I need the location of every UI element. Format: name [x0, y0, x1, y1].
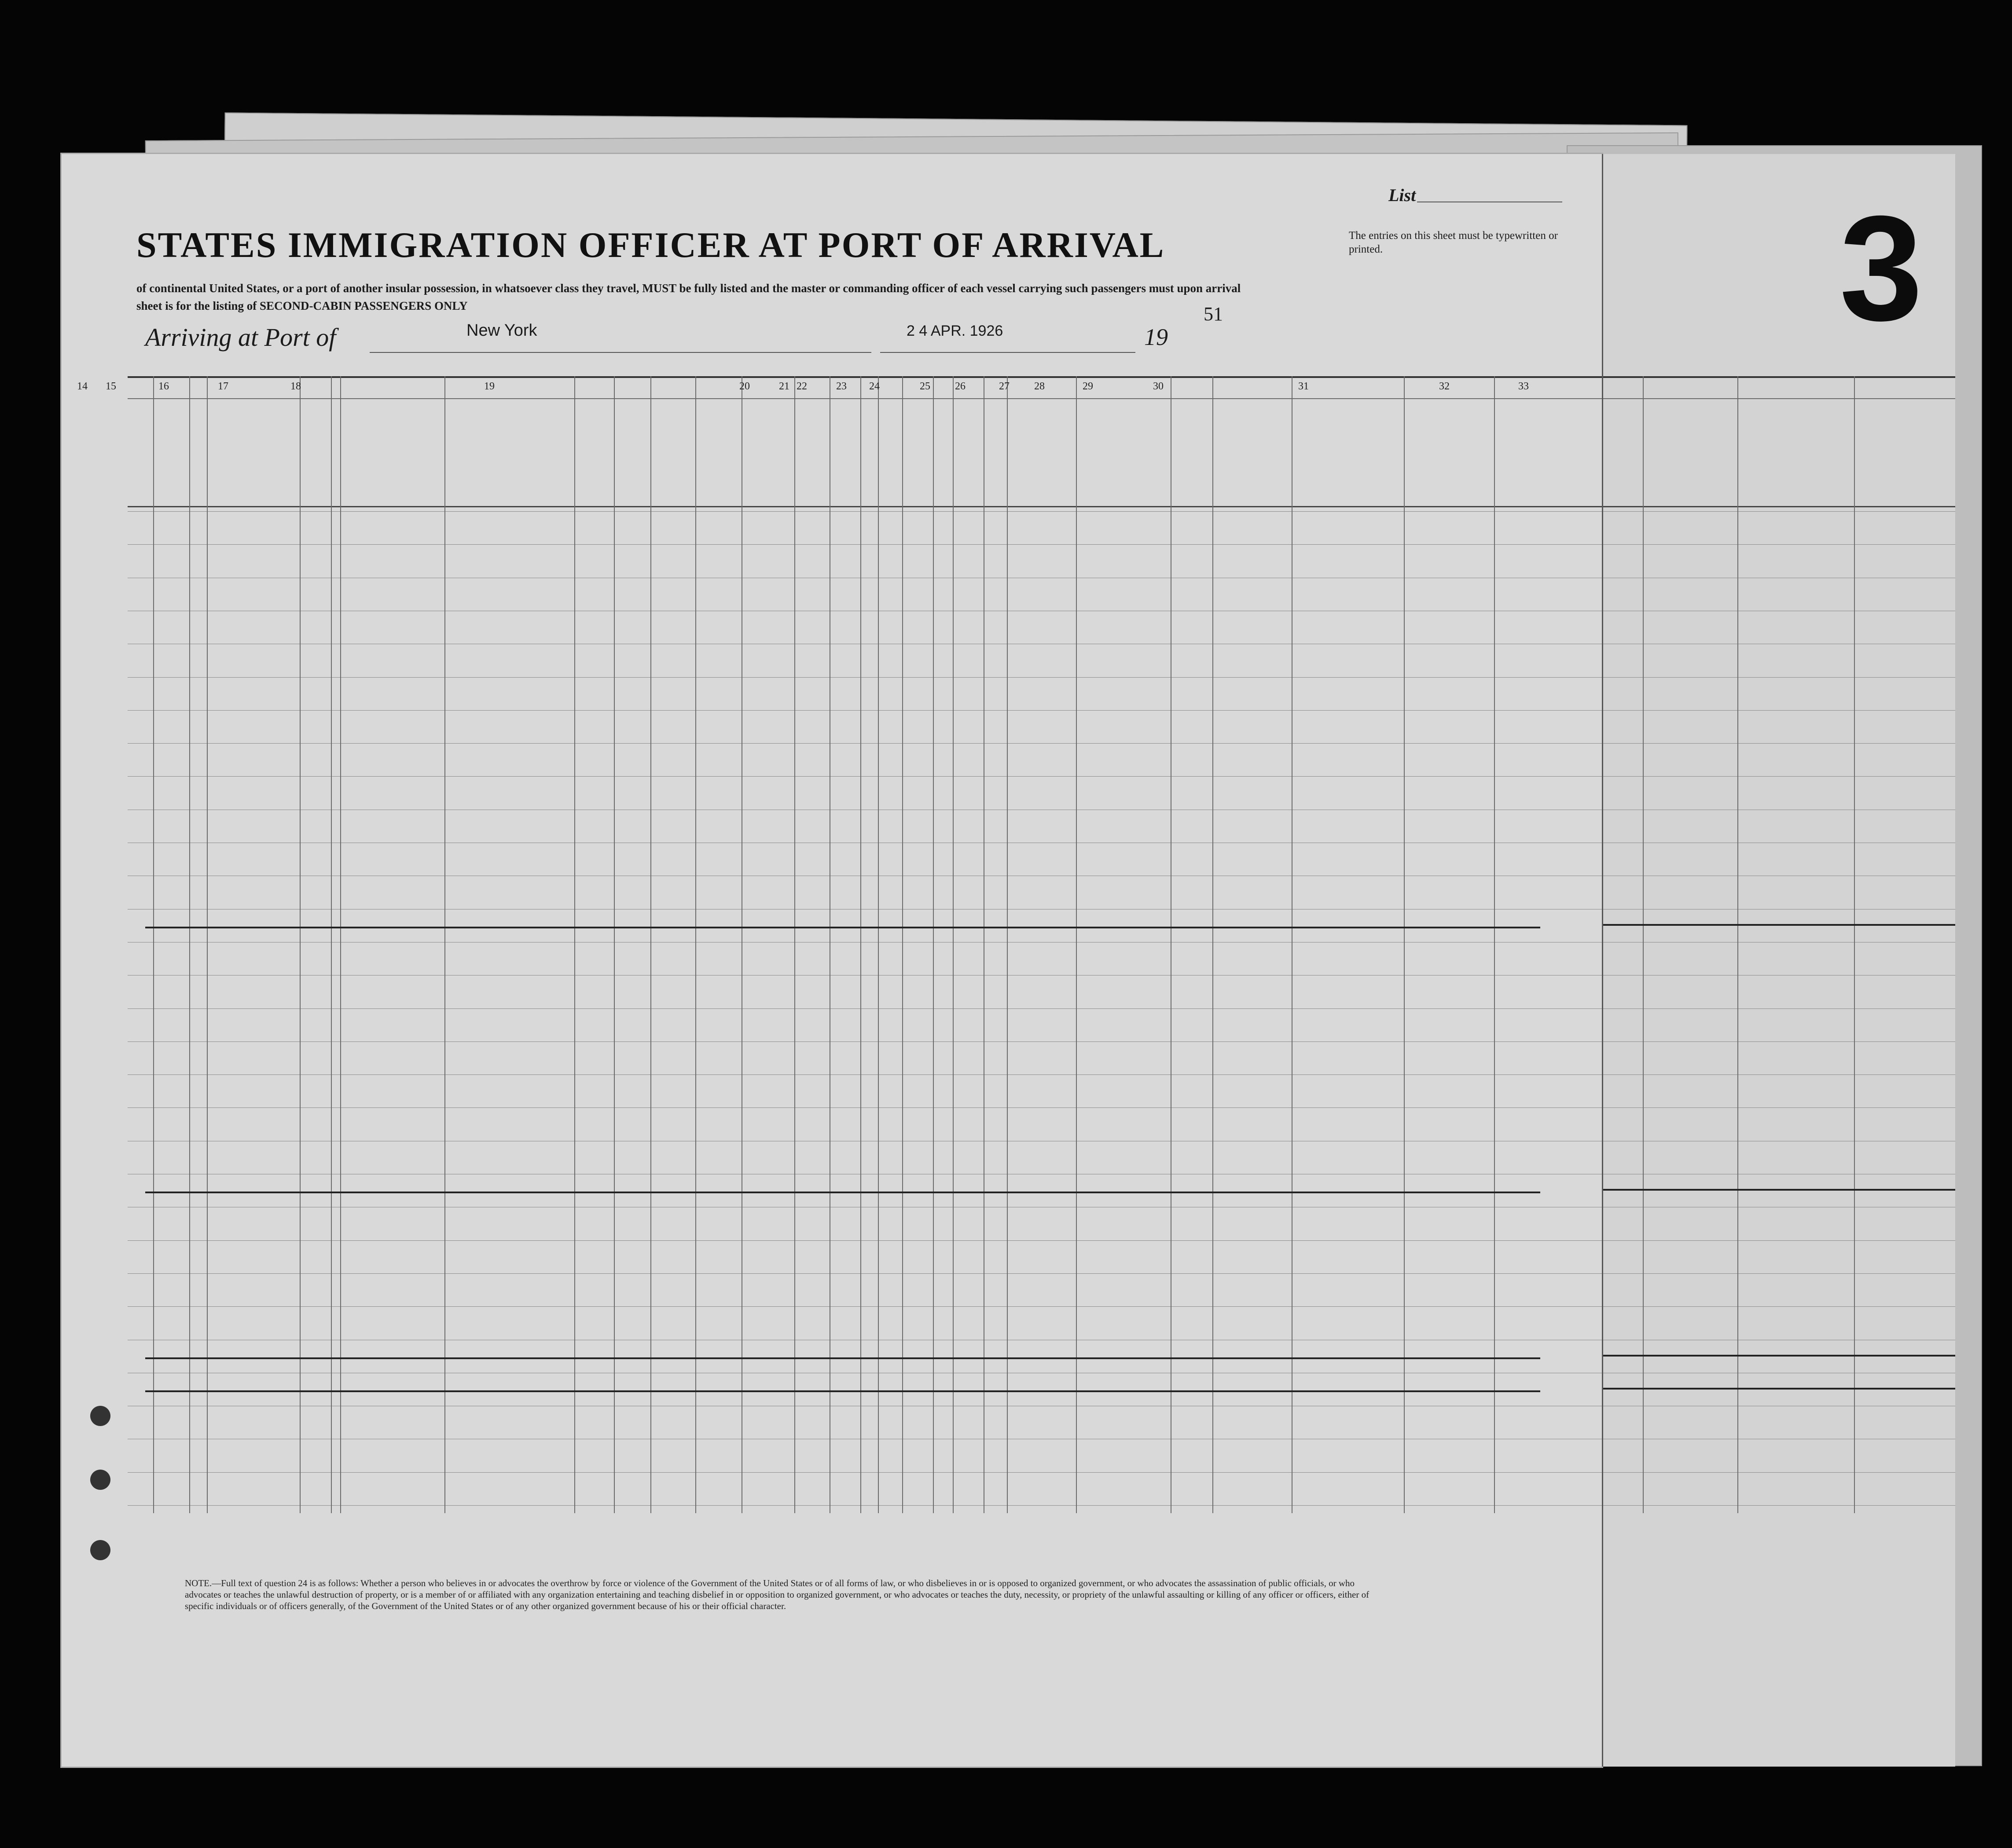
row-rule [128, 511, 1602, 512]
list-number: 51 [1204, 303, 1223, 325]
visa-row-rule [1603, 1306, 1955, 1307]
column-rule [1007, 376, 1008, 1513]
column-rule [695, 376, 696, 1513]
visa-row-rule [1603, 776, 1955, 777]
row-rule [128, 1041, 1602, 1042]
visa-row-rule [1603, 710, 1955, 711]
row-rule [128, 776, 1602, 777]
visa-strike-line [1603, 1355, 1955, 1357]
column-number-rule [128, 398, 1602, 399]
visa-column-rule [1737, 376, 1738, 1513]
column-rule [574, 376, 575, 1513]
column-number: 15 [106, 381, 116, 392]
column-rule [933, 376, 934, 1513]
column-number: 16 [158, 381, 169, 392]
column-number: 19 [484, 381, 495, 392]
header-line-1: of continental United States, or a port of another insular possession, in whatsoever class they travel, MUST be fully listed and the master or commanding officer of each vessel carrying such passengers must upon arrival [136, 282, 1241, 295]
column-number: 17 [218, 381, 228, 392]
punch-hole-1 [90, 1406, 110, 1426]
strike-line [145, 927, 1540, 928]
visa-sheet [1602, 154, 1955, 1767]
column-rule [1494, 376, 1495, 1513]
visa-strike-line [1603, 1189, 1955, 1191]
column-rule [902, 376, 903, 1513]
column-rule [444, 376, 445, 1513]
column-number: 29 [1083, 381, 1093, 392]
row-rule [128, 743, 1602, 744]
visa-column-rule [1854, 376, 1855, 1513]
column-rule [860, 376, 861, 1513]
visa-row-rule [1603, 1074, 1955, 1075]
column-number: 30 [1153, 381, 1164, 392]
row-rule [128, 677, 1602, 678]
visa-row-rule [1603, 544, 1955, 545]
header-rule-top [128, 376, 1602, 378]
row-rule [128, 544, 1602, 545]
row-rule [128, 1107, 1602, 1108]
row-rule [128, 1008, 1602, 1009]
punch-hole-2 [90, 1470, 110, 1490]
header-line-2: sheet is for the listing of SECOND-CABIN PASSENGERS ONLY [136, 299, 468, 312]
column-number: 22 [797, 381, 807, 392]
visa-rule-num [1603, 398, 1955, 399]
column-number: 14 [77, 381, 88, 392]
column-number: 23 [836, 381, 847, 392]
page-title: STATES IMMIGRATION OFFICER AT PORT OF ARRIVAL [136, 225, 1165, 265]
column-rule [331, 376, 332, 1513]
column-rule [650, 376, 651, 1513]
footnote-question-24: NOTE.—Full text of question 24 is as follows: Whether a person who believes in or advocates the overthrow by force or violence of the Government of the United States or of all forms of law, or who disbelieves in or is opposed to organized government, or who advocates the assassination of public officials, or who advocates or teaches the unlawful destruction of property, or is a member of or affiliated with any organization entertaining and teaching disbelief in or opposition to organized government, or who advocates or teaches the duty, necessity, or propriety of the unlawful assaulting or killing of any officer or officers, either of specific individuals or of officers generally, of the Government of the United States or of any other organized government because of his or their official character. [185, 1578, 1369, 1611]
visa-strike-line [1603, 924, 1955, 926]
column-number: 25 [920, 381, 930, 392]
column-rule [953, 376, 954, 1513]
typewritten-instruction: The entries on this sheet must be typewritten or printed. [1349, 230, 1558, 255]
header-rule-bottom [128, 506, 1602, 507]
year-label: 19 [1144, 324, 1168, 350]
column-rule [207, 376, 208, 1513]
column-rule [1076, 376, 1077, 1513]
row-rule [128, 1074, 1602, 1075]
column-rule [794, 376, 795, 1513]
visa-rule-top [1603, 376, 1955, 378]
visa-strike-line [1603, 1388, 1955, 1390]
row-rule [128, 710, 1602, 711]
column-rule [878, 376, 879, 1513]
column-number: 20 [739, 381, 750, 392]
column-number: 27 [999, 381, 1010, 392]
column-number: 31 [1298, 381, 1309, 392]
column-rule [340, 376, 341, 1513]
column-number: 33 [1518, 381, 1529, 392]
column-number: 32 [1439, 381, 1450, 392]
row-rule [128, 1306, 1602, 1307]
strike-line [145, 1390, 1540, 1392]
column-number: 28 [1034, 381, 1045, 392]
row-rule [128, 1273, 1602, 1274]
column-number: 21 [779, 381, 789, 392]
column-rule [300, 376, 301, 1513]
list-label: List [1388, 185, 1416, 205]
column-rule [1404, 376, 1405, 1513]
strike-line [145, 1192, 1540, 1193]
visa-row-rule [1603, 743, 1955, 744]
arrival-date-stamp: 2 4 APR. 1926 [907, 323, 1003, 339]
port-underline [370, 352, 871, 353]
visa-row-rule [1603, 677, 1955, 678]
visa-column-rule [1643, 376, 1644, 1513]
sheet-number: 3 [1839, 185, 1923, 352]
strike-line [145, 1357, 1540, 1359]
manifest-sheet [62, 154, 1602, 1767]
arriving-label: Arriving at Port of [145, 323, 336, 352]
punch-hole-3 [90, 1540, 110, 1560]
column-rule [614, 376, 615, 1513]
visa-row-rule [1603, 1240, 1955, 1241]
visa-row-rule [1603, 1008, 1955, 1009]
row-rule [128, 1472, 1602, 1473]
visa-row-rule [1603, 1041, 1955, 1042]
visa-row-rule [1603, 1107, 1955, 1108]
column-rule [189, 376, 190, 1513]
date-underline [880, 352, 1135, 353]
port-name: New York [466, 321, 537, 340]
visa-row-rule [1603, 1273, 1955, 1274]
visa-rule-head [1603, 506, 1955, 507]
visa-row-rule [1603, 511, 1955, 512]
column-number: 26 [955, 381, 966, 392]
column-number: 18 [290, 381, 301, 392]
visa-row-rule [1603, 1472, 1955, 1473]
row-rule [128, 1240, 1602, 1241]
visa-row-rule [1603, 1505, 1955, 1506]
column-number: 24 [869, 381, 880, 392]
column-rule [1212, 376, 1213, 1513]
row-rule [128, 1505, 1602, 1506]
column-rule [153, 376, 154, 1513]
